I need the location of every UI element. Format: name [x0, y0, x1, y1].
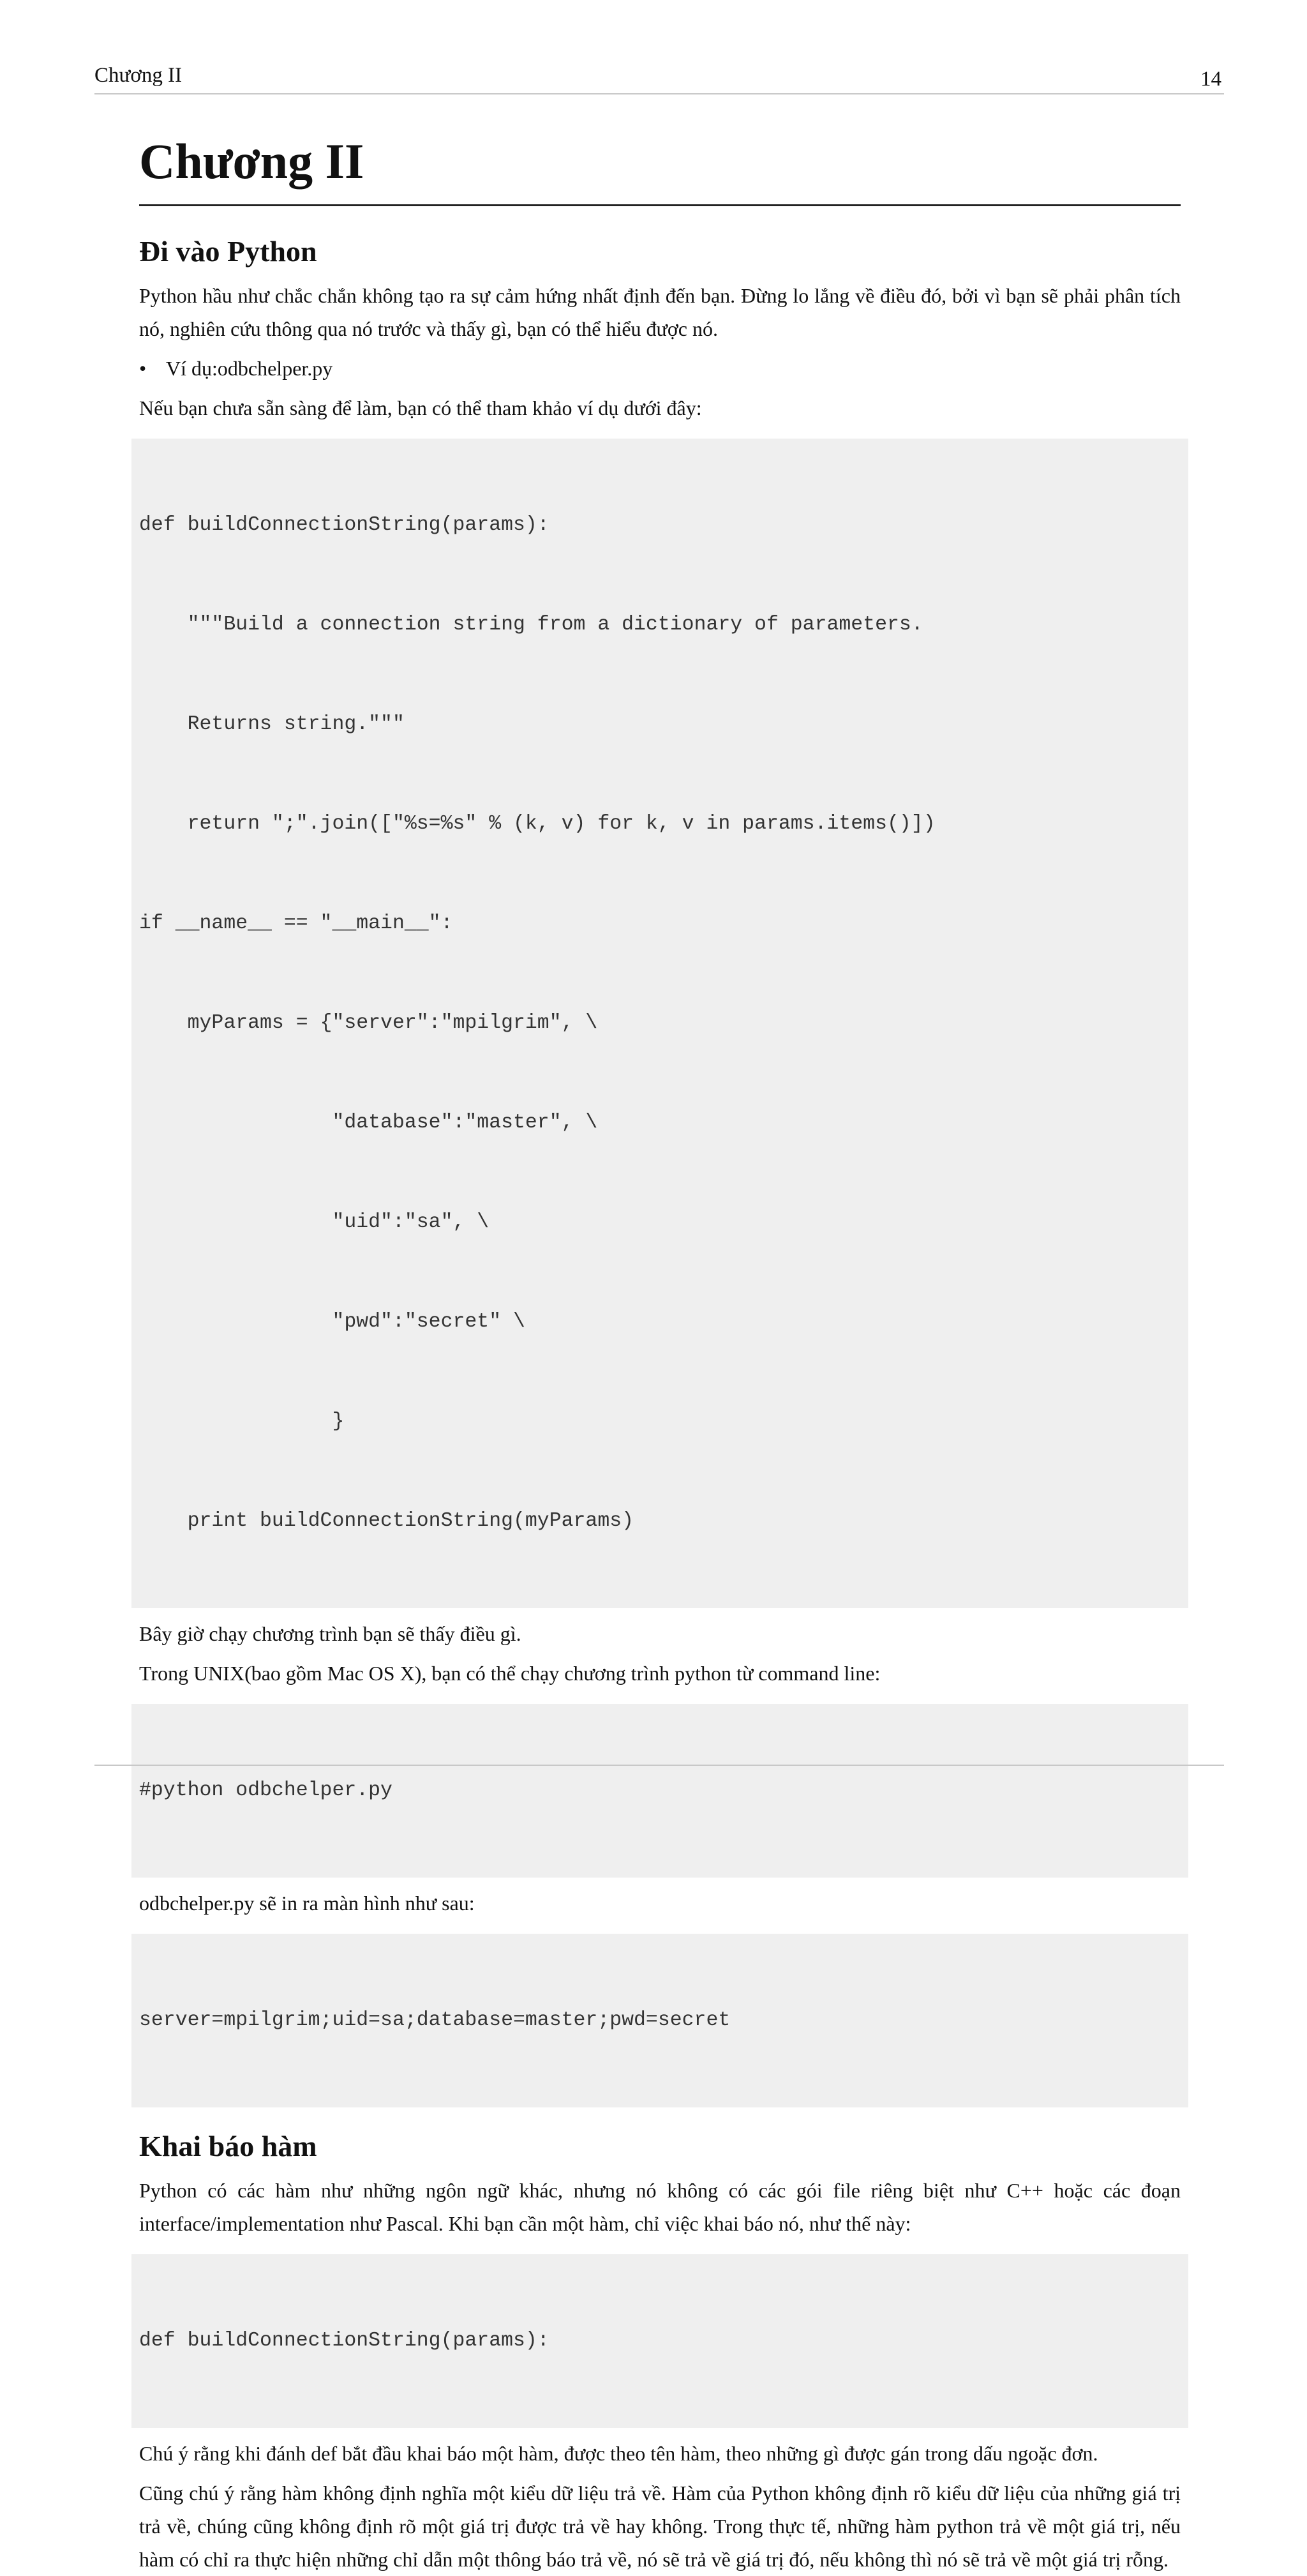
example-bullet-text: Ví dụ:odbchelper.py: [166, 357, 333, 380]
code-line: #python odbchelper.py: [139, 1779, 392, 1802]
code-line: if __name__ == "__main__":: [139, 912, 453, 935]
section2-intro-paragraph: Python có các hàm như những ngôn ngữ khác, nhưng nó không có các gói file riêng biệt như C++ hoặc các đoạn interface/implementation như Pascal. Khi bạn cần một hàm, chỉ việc khai báo nó, như thế này:: [139, 2179, 1181, 2235]
code-line: "uid":"sa", \: [139, 1211, 489, 1233]
example-bullet: [139, 352, 1181, 385]
note-paragraph-2: Cũng chú ý rằng hàm không định nghĩa một kiểu dữ liệu trả về. Hàm của Python không định rõ kiểu dữ liệu của những giá trị trả về, chúng cũng không định rõ một giá trị được trả về hay không. Trong thực tế, những hàm python trả về một giá trị, nếu hàm có chỉ ra thực hiện những chỉ dẫn một thông báo trả về, nó sẽ trả về giá trị đó, nếu không thì nó sẽ trả về một giá trị rỗng.: [139, 2482, 1181, 2571]
run-program-paragraph: Bây giờ chạy chương trình bạn sẽ thấy điều gì.: [139, 1622, 521, 1645]
code-line: Returns string.""": [139, 713, 405, 735]
section-heading-function-declaration: Khai báo hàm: [139, 2130, 317, 2162]
output-intro-paragraph: odbchelper.py sẽ in ra màn hình như sau:: [139, 1892, 475, 1915]
section1-intro-paragraph: Python hầu như chắc chắn không tạo ra sự cảm hứng nhất định đến bạn. Đừng lo lắng về điều đó, bởi vì bạn sẽ phải phân tích nó, nghiên cứu thông qua nó trước và thấy gì, bạn có thể hiểu được nó.: [139, 284, 1181, 340]
code-line: """Build a connection string from a dictionary of parameters.: [139, 614, 923, 636]
command-code-block: [131, 1704, 1188, 1878]
code-line: "pwd":"secret" \: [139, 1311, 525, 1333]
code-line: server=mpilgrim;uid=sa;database=master;pwd=secret: [139, 2009, 731, 2031]
code-line: return ";".join(["%s=%s" % (k, v) for k, v in params.items()]): [139, 813, 936, 835]
code-line: def buildConnectionString(params):: [139, 2330, 549, 2352]
example-code-block: [131, 439, 1188, 1608]
footer-rule: [94, 1765, 1224, 1766]
page-header: [94, 64, 1224, 94]
code-line: def buildConnectionString(params):: [139, 514, 549, 536]
code-line: print buildConnectionString(myParams): [139, 1510, 634, 1532]
chapter-title: Chương II: [139, 128, 1181, 206]
page-content: [139, 128, 1181, 2576]
function-code-block: [131, 2254, 1188, 2428]
note-paragraph-1: Chú ý rằng khi đánh def bắt đầu khai báo một hàm, được theo tên hàm, theo những gì được gán trong dấu ngoặc đơn.: [139, 2442, 1098, 2465]
code-line: myParams = {"server":"mpilgrim", \: [139, 1012, 598, 1034]
bullet-marker: •: [139, 357, 147, 380]
code-line: }: [139, 1410, 345, 1433]
output-code-block: [131, 1934, 1188, 2107]
unix-paragraph: Trong UNIX(bao gồm Mac OS X), bạn có thể chạy chương trình python từ command line:: [139, 1662, 881, 1685]
header-chapter: Chương II: [94, 64, 183, 87]
example-lead-paragraph: Nếu bạn chưa sẵn sàng để làm, bạn có thể tham khảo ví dụ dưới đây:: [139, 396, 702, 419]
section-heading-python-intro: Đi vào Python: [139, 235, 317, 267]
page-number: 14: [1200, 68, 1221, 91]
code-line: "database":"master", \: [139, 1111, 598, 1134]
